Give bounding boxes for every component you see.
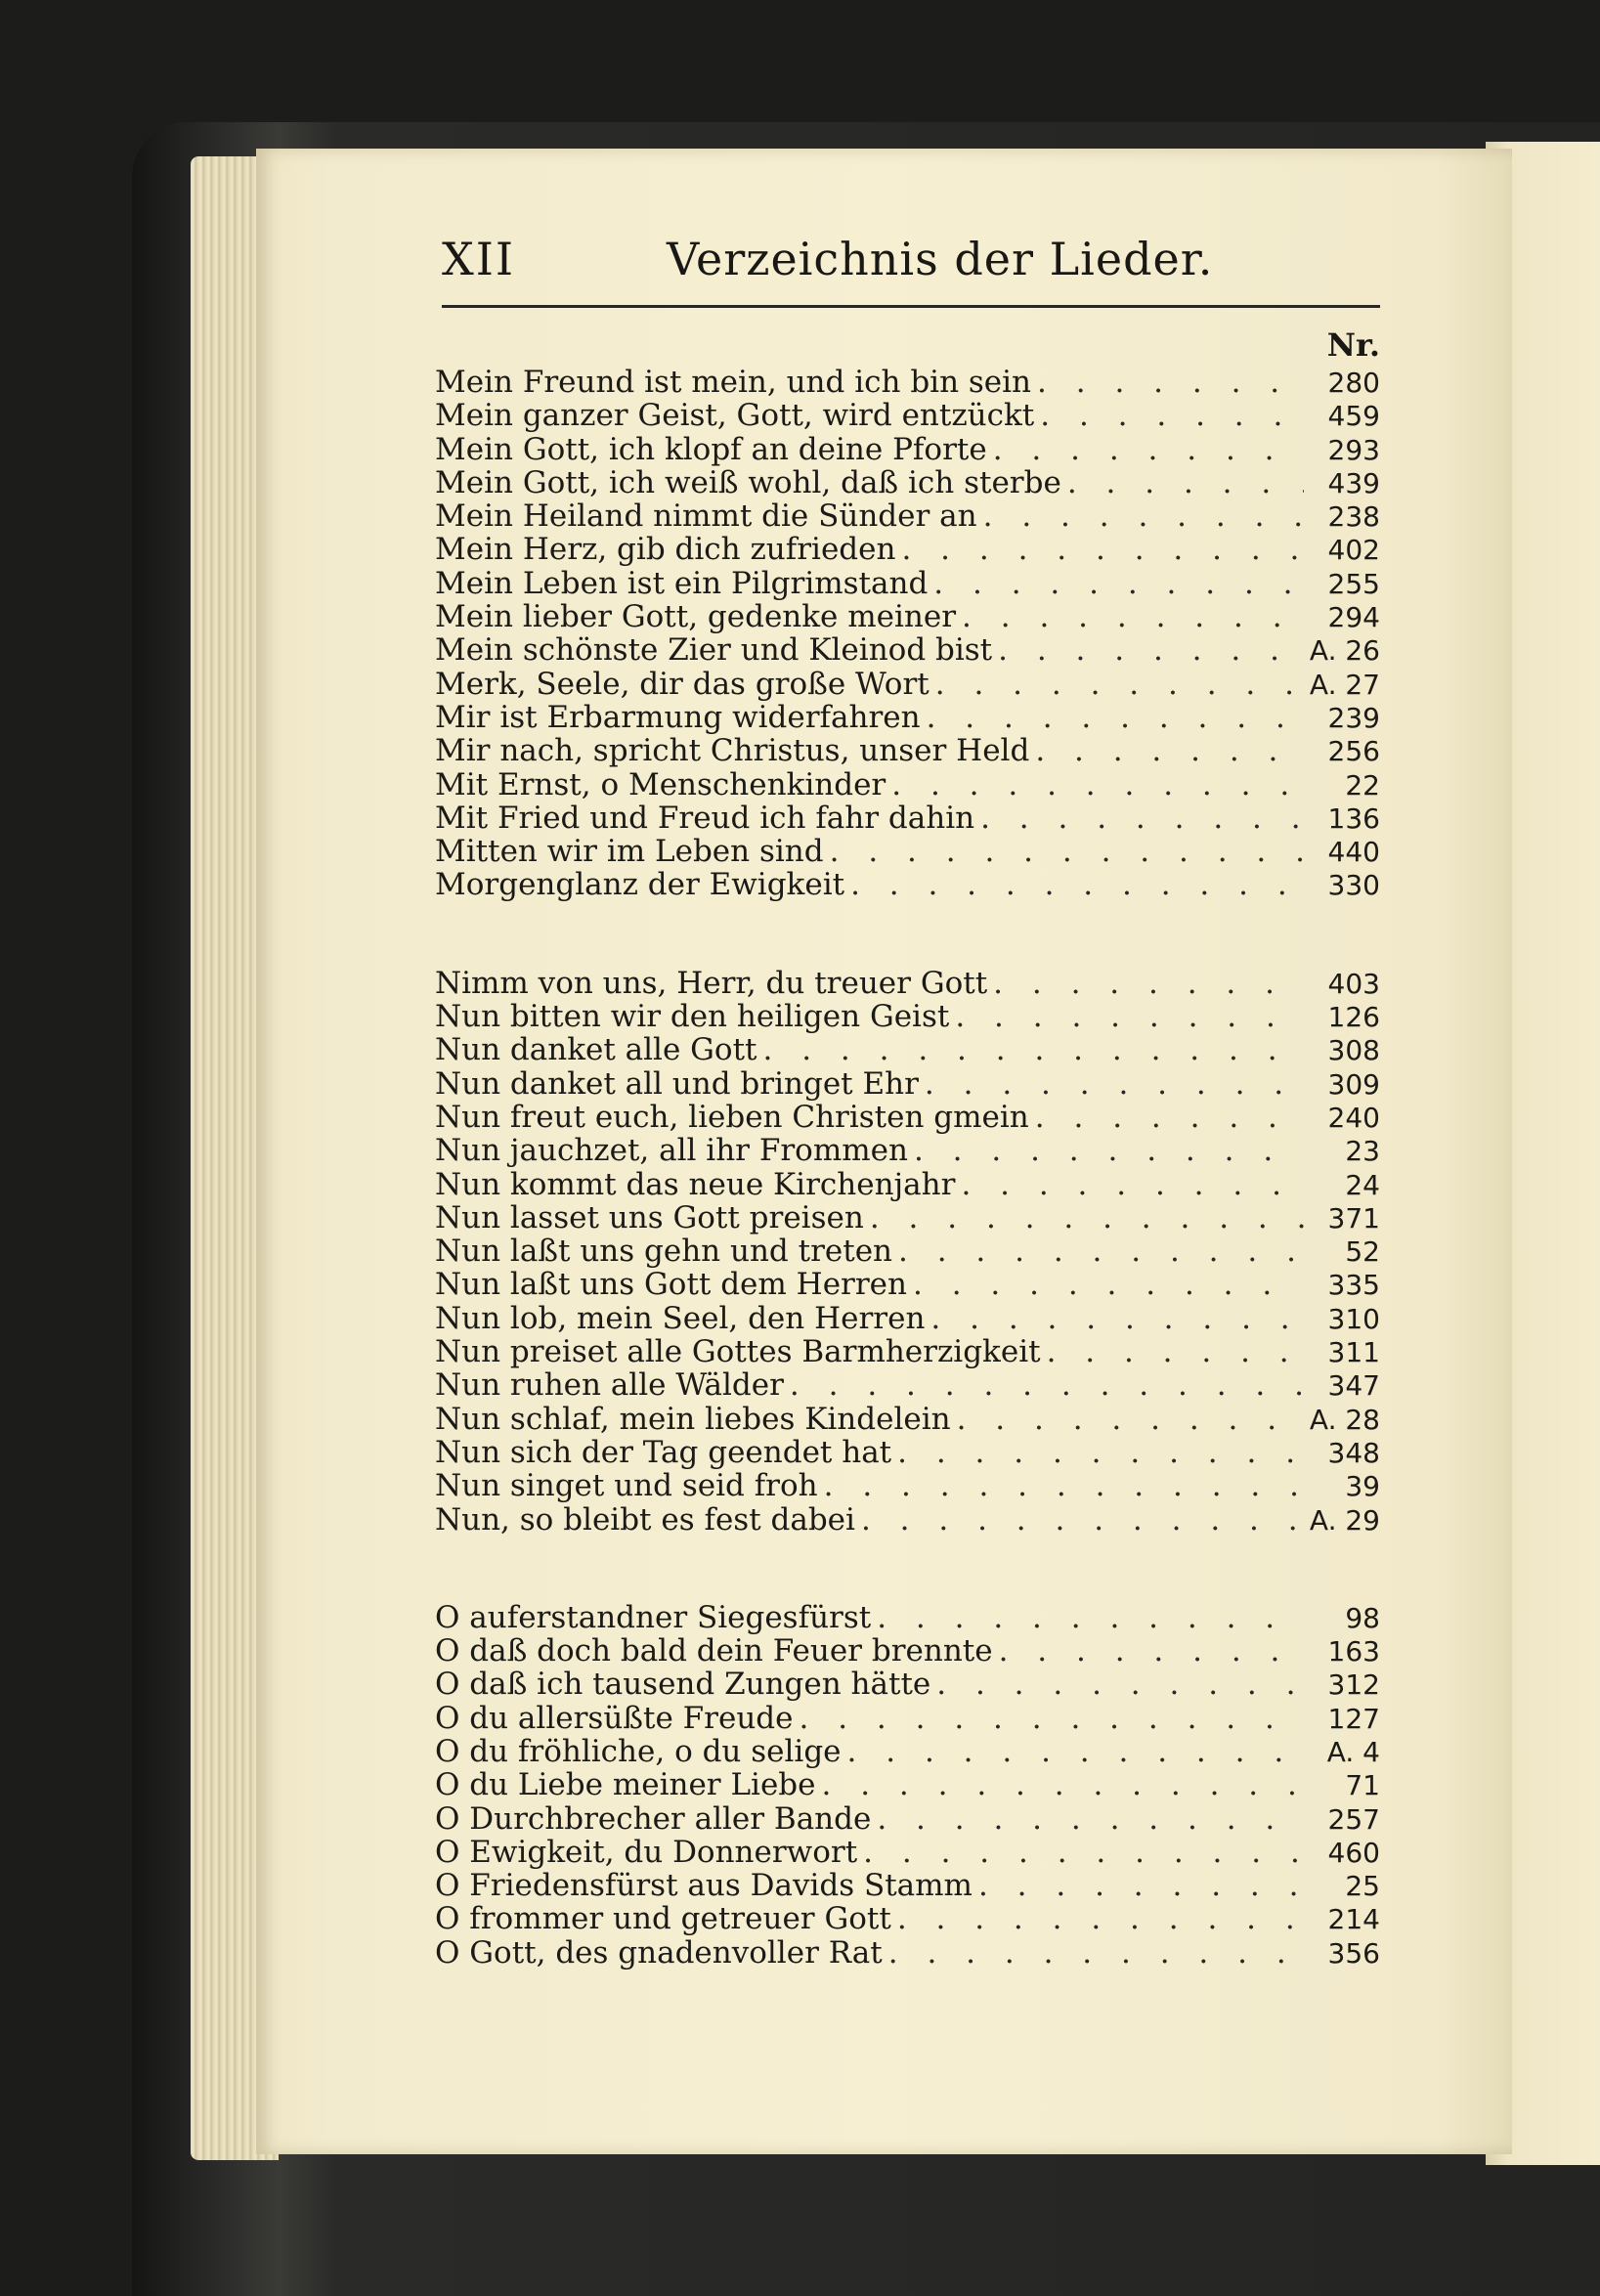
entry-number: 257 [1327,1802,1380,1836]
index-entry [435,835,1380,868]
entry-title: Nun freut euch, lieben Christen gmein [435,1099,1029,1135]
index-entry [435,1101,1380,1134]
entry-number: 280 [1327,367,1380,399]
dot-leader [763,1033,1305,1066]
entry-number: 293 [1327,433,1380,466]
entry-number: 71 [1345,1769,1380,1802]
index-entry [435,1768,1380,1801]
dot-leader [914,1134,1304,1167]
index-entry [435,1702,1380,1735]
entry-number: 371 [1327,1201,1380,1235]
entry-number: 294 [1327,601,1380,634]
entry-title: O Ewigkeit, du Donnerwort [435,1834,858,1870]
index-entry [435,466,1380,499]
dot-leader [993,967,1304,1000]
dot-leader [850,868,1304,901]
dot-leader [1047,1335,1304,1368]
entry-title: O daß doch bald dein Feuer brennte [435,1633,993,1669]
index-entry [435,433,1380,466]
entry-title: O du Liebe meiner Liebe [435,1767,816,1803]
entry-number: 24 [1345,1168,1380,1201]
index-entry [435,1601,1380,1634]
dot-leader [1035,734,1304,767]
index-entry [435,1000,1380,1033]
entry-number: 402 [1327,534,1380,567]
index-entry [435,1668,1380,1701]
entry-title: Merk, Seele, dir das große Wort [435,666,930,702]
entry-title: O du fröhliche, o du selige [435,1733,842,1769]
entry-title: Nun lob, mein Seel, den Herren [435,1300,926,1336]
dot-leader [983,499,1304,533]
index-entry [435,1836,1380,1869]
entry-title: Morgenglanz der Ewigkeit [435,867,845,903]
index-entry [435,1869,1380,1902]
dot-leader [901,533,1304,566]
page-title: Verzeichnis der Lieder. [667,233,1214,285]
dot-leader [913,1268,1304,1301]
entry-title: Nun laßt uns Gott dem Herren [435,1267,907,1303]
index-entry [435,499,1380,533]
index-entry [435,1403,1380,1436]
entry-number: 98 [1345,1601,1380,1634]
entry-number: 309 [1327,1067,1380,1101]
entry-number: 52 [1345,1235,1380,1269]
header-rule [442,305,1380,308]
dot-leader [930,1302,1304,1335]
entry-number: 335 [1327,1269,1380,1302]
entry-title: O auferstandner Siegesfürst [435,1599,872,1635]
dot-leader [933,567,1304,600]
entry-number: 310 [1327,1302,1380,1335]
entry-number: 311 [1327,1336,1380,1369]
entry-title: Nun, so bleibt es fest dabei [435,1501,855,1538]
entry-number: 239 [1327,701,1380,734]
entry-number: 127 [1327,1702,1380,1735]
index-entry [435,567,1380,600]
entry-number: 356 [1327,1936,1380,1970]
index-entry [435,1134,1380,1167]
dot-leader [891,768,1304,801]
dot-leader [888,1936,1304,1970]
index-entry [435,1469,1380,1502]
index-entry [435,1503,1380,1537]
dot-leader [1035,1101,1304,1134]
index-entry [435,1168,1380,1201]
dot-leader [1067,466,1304,499]
index-entry [435,633,1380,667]
dot-leader [897,1436,1304,1469]
entry-number: 347 [1327,1369,1380,1403]
entry-title: Nun jauchzet, all ihr Frommen [435,1133,908,1169]
index-entry [435,768,1380,801]
entry-number: 22 [1345,768,1380,801]
entry-number: 163 [1327,1635,1380,1668]
index-entry [435,1634,1380,1668]
entry-title: Mein Gott, ich weiß wohl, daß ich sterbe [435,464,1061,500]
entry-title: Mitten wir im Leben sind [435,834,824,870]
index-entry [435,600,1380,633]
entry-number: 308 [1327,1034,1380,1067]
entry-number: 238 [1327,500,1380,534]
entry-title: Mir nach, spricht Christus, unser Held [435,733,1030,769]
entry-number: 126 [1327,1001,1380,1034]
entry-number: 312 [1327,1668,1380,1702]
index-entry [435,1201,1380,1235]
index-entry [435,668,1380,701]
index-entry [435,399,1380,432]
index-entry [435,366,1380,399]
entry-title: Mit Fried und Freud ich fahr dahin [435,800,975,836]
index-entry [435,1033,1380,1066]
index-entry [435,701,1380,734]
entry-number: 459 [1327,400,1380,433]
entry-number: 23 [1345,1135,1380,1168]
dot-leader [962,600,1304,633]
entry-title: Nun preiset alle Gottes Barmherzigkeit [435,1334,1041,1370]
index-entry [435,1335,1380,1368]
index-entry [435,1368,1380,1402]
entry-title: Nun singet und seid froh [435,1468,818,1504]
entry-title: O frommer und getreuer Gott [435,1901,891,1937]
dot-leader [898,1235,1304,1268]
dot-leader [861,1503,1304,1537]
dot-leader [993,433,1304,466]
dot-leader [897,1902,1304,1935]
entry-title: Mein Freund ist mein, und ich bin sein [435,365,1032,400]
dot-leader [799,1702,1304,1735]
entry-title: Mein ganzer Geist, Gott, wird entzückt [435,398,1035,434]
entry-title: Nun danket alle Gott [435,1032,757,1068]
dot-leader [998,633,1304,667]
index-section-n [435,967,1380,1537]
entry-number: A. 28 [1309,1403,1380,1436]
dot-leader [999,1634,1304,1668]
index-section-m [435,366,1380,902]
dot-leader [790,1368,1304,1402]
entry-title: Nun kommt das neue Kirchenjahr [435,1166,956,1202]
page-number: XII [442,233,516,285]
entry-number: A. 29 [1309,1503,1380,1537]
entry-number: 348 [1327,1436,1380,1469]
index-entry [435,967,1380,1000]
entry-number: 440 [1327,836,1380,869]
index-entry [435,1802,1380,1836]
dot-leader [955,1000,1304,1033]
number-column-label: Nr. [1326,326,1380,364]
entry-number: A. 4 [1326,1735,1380,1768]
entry-title: Mein lieber Gott, gedenke meiner [435,599,957,635]
dot-leader [822,1768,1305,1801]
entry-title: O daß ich tausend Zungen hätte [435,1667,931,1703]
index-entry [435,801,1380,835]
entry-title: Mein Heiland nimmt die Sünder an [435,498,977,535]
index-entry [435,868,1380,901]
entry-number: 439 [1327,466,1380,499]
index-entry [435,1902,1380,1935]
index-entry [435,533,1380,566]
entry-title: Nun laßt uns gehn und treten [435,1234,893,1270]
dot-leader [877,1802,1304,1836]
dot-leader [980,801,1304,835]
index-entry [435,1735,1380,1768]
dot-leader [978,1869,1304,1902]
entry-title: O Gott, des gnadenvoller Rat [435,1934,883,1971]
dot-leader [830,835,1304,868]
entry-title: Mein Leben ist ein Pilgrimstand [435,565,929,601]
entry-number: 256 [1327,735,1380,768]
song-index-list [435,366,1380,1970]
entry-number: 460 [1327,1836,1380,1869]
dot-leader [935,668,1304,701]
index-entry [435,1302,1380,1335]
entry-number: 255 [1327,567,1380,600]
entry-number: A. 26 [1309,634,1380,668]
entry-title: O Durchbrecher aller Bande [435,1800,872,1837]
entry-title: O Friedensfürst aus Davids Stamm [435,1868,973,1904]
entry-title: Mir ist Erbarmung widerfahren [435,699,921,735]
entry-number: 330 [1327,869,1380,902]
dot-leader [936,1668,1304,1701]
entry-number: 136 [1327,801,1380,835]
dot-leader [957,1403,1304,1436]
entry-title: Mein Herz, gib dich zufrieden [435,532,896,568]
index-entry [435,1067,1380,1101]
index-entry [435,1936,1380,1970]
entry-title: Nun lasset uns Gott preisen [435,1199,864,1235]
entry-number: 403 [1327,967,1380,1000]
dot-leader [927,701,1304,734]
dot-leader [877,1601,1304,1634]
dot-leader [863,1836,1304,1869]
entry-title: Nun sich der Tag geendet hat [435,1434,892,1470]
entry-number: 25 [1345,1870,1380,1903]
entry-title: Nun danket all und bringet Ehr [435,1065,919,1102]
index-entry [435,1268,1380,1301]
dot-leader [925,1067,1304,1101]
entry-title: Nimm von uns, Herr, du treuer Gott [435,965,988,1001]
dot-leader [1037,366,1304,399]
entry-title: Mit Ernst, o Menschenkinder [435,766,886,802]
entry-title: Nun schlaf, mein liebes Kindelein [435,1401,951,1437]
entry-number: 240 [1327,1101,1380,1134]
entry-number: 214 [1327,1903,1380,1936]
entry-title: Nun ruhen alle Wälder [435,1367,784,1404]
dot-leader [847,1735,1304,1768]
entry-title: Mein Gott, ich klopf an deine Pforte [435,431,987,467]
entry-title: Mein schönste Zier und Kleinod bist [435,632,993,669]
dot-leader [824,1469,1304,1502]
dot-leader [961,1168,1304,1201]
index-section-o [435,1601,1380,1970]
index-entry [435,1235,1380,1268]
dot-leader [1040,399,1304,432]
index-entry [435,1436,1380,1469]
entry-number: A. 27 [1309,668,1380,701]
page-header [442,233,1380,301]
entry-title: Nun bitten wir den heiligen Geist [435,999,950,1035]
dot-leader [870,1201,1304,1235]
entry-title: O du allersüßte Freude [435,1700,794,1736]
entry-number: 39 [1345,1470,1380,1503]
index-entry [435,734,1380,767]
